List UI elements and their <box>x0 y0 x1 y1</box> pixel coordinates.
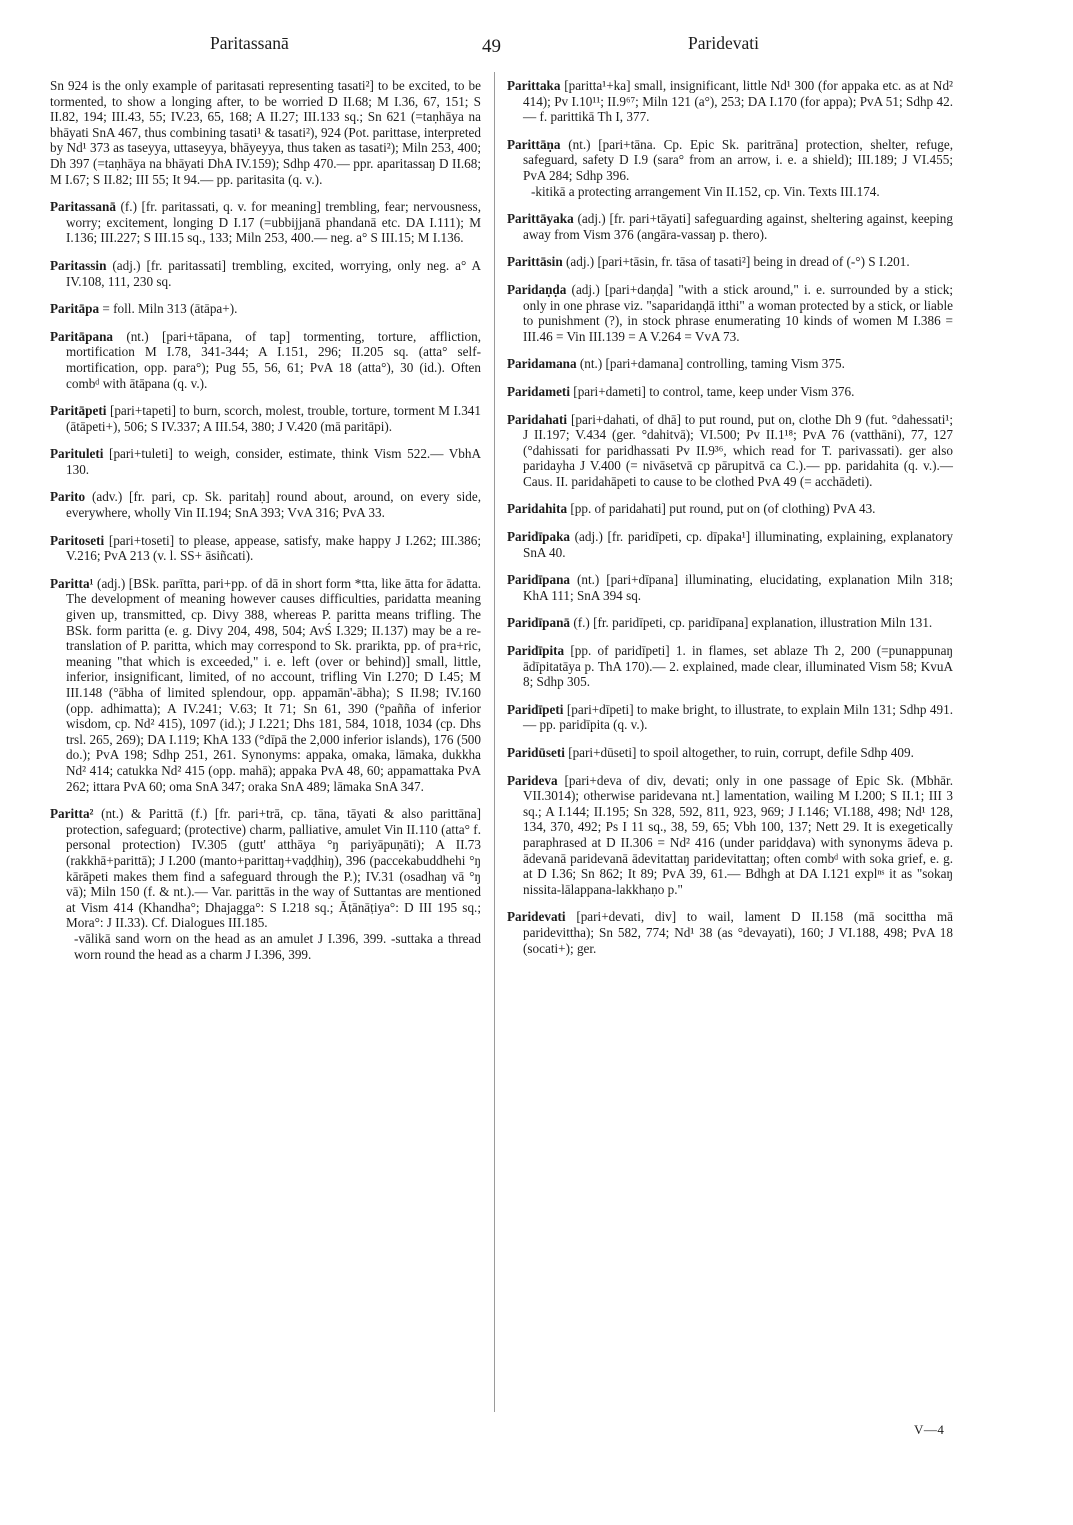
entry-headword: Paritassanā <box>50 199 116 215</box>
dictionary-entry <box>507 501 953 517</box>
entry-headword: Paritta¹ <box>50 575 94 591</box>
entry-headword: Paritassin <box>50 257 107 273</box>
dictionary-entry <box>507 211 953 242</box>
entry-headword: Paridamana <box>507 356 577 372</box>
entry-headword: Paridīpanā <box>507 615 571 631</box>
entry-definition: [pari+tuleti] to weigh, consider, estimate, think Vism 522.— VbhA 130. <box>66 446 481 477</box>
entry-definition: (nt.) [pari+dīpana] illuminating, elucidating, explanation Miln 318; KhA 111; SnA 394 sq. <box>523 572 953 603</box>
entry-headword: Paridahita <box>507 501 568 517</box>
entry-definition: Sn 924 is the only example of paritasati representing tasati²] to be excited, to be tormented, to show a longing after, to be worried D II.68; M I.36, 67, 151; S II.82, 194; III.43, 55; IV.23, 65, 168; A II.27; III.133 sq.; Sn 621 (=taṇhāya na bhāyati SnA 467, thus combining tasati¹ & tasati²), 924 (Pot. parittase, interpreted by Nd¹ 373 as taseyya, uttaseyya, bhāyeyya, thus taken as tasati²); Miln 253, 400; Dh 397 (=taṇhāya na bhāyati DhA IV.159); Sdhp 470.— ppr. aparitassaŋ D II.68; M I.67; S II.82; III 55; It 94.— pp. paritasita (q. v.). <box>50 78 481 187</box>
dictionary-entry <box>50 329 481 391</box>
dictionary-entry <box>50 301 481 317</box>
entry-headword: Parittāyaka <box>507 211 574 227</box>
dictionary-entry <box>50 533 481 564</box>
left-column <box>50 78 481 974</box>
entry-headword: Paridīpaka <box>507 529 571 545</box>
dictionary-entry <box>507 137 953 199</box>
entry-definition: (nt.) [pari+damana] controlling, taming Vism 375. <box>576 356 845 372</box>
entry-definition: (adj.) [pari+tāsin, fr. tāsa of tasati²] being in dread of (-°) S I.201. <box>562 254 910 270</box>
entry-definition: [pari+dūseti] to spoil altogether, to ruin, corrupt, defile Sdhp 409. <box>564 745 914 760</box>
entry-definition: [pari+dīpeti] to make bright, to illustrate, to explain Miln 131; Sdhp 491.— pp. paridīpita (q. v.). <box>523 701 953 733</box>
entry-headword: Paridīpana <box>507 572 571 588</box>
entry-headword: Paridahati <box>507 411 568 427</box>
entry-continuation <box>50 78 481 187</box>
entry-headword: Parittāsin <box>507 254 563 270</box>
dictionary-entry <box>507 529 953 560</box>
entry-definition: (adj.) [fr. pari+tāyati] safeguarding against, sheltering against, keeping away from Vism 376 (angāra-vassaŋ p. thero). <box>523 211 953 242</box>
entry-headword: Paridīpeti <box>507 701 564 717</box>
entry-definition: (adj.) [pari+daṇḍa] "with a stick around," i. e. surrounded by a stick; only in one phrase viz. "saparidaṇḍā itthi" a woman protected by a stick, or liable to punishment (?), in stock phrase enumerating 10 kinds of women M I.386 = III.46 = Vin III.139 = A V.264 = VvA 73. <box>523 281 953 344</box>
entry-compounds: -vālikā sand worn on the head as an amulet J I.396, 399. -suttaka a thread worn round the head as a charm J I.396, 399. <box>74 930 481 962</box>
entry-definition: [paritta¹+ka] small, insignificant, little Nd¹ 300 (for appaka etc. as at Nd² 414); Pv I.10¹¹; II.9⁶⁷; Miln 121 (a°), 253; DA I.170 (for appa); PvA 51; Sdhp 42.— f. parittikā Th I, 377. <box>523 78 953 125</box>
dictionary-entry <box>507 773 953 898</box>
dictionary-entry <box>50 403 481 434</box>
entry-headword: Paritoseti <box>50 532 105 548</box>
entry-definition: [pari+dahati, of dhā] to put round, put on, clothe Dh 9 (fut. °dahessati¹; J II.197; V.434 (ger. °dahitvā); VI.500; Pv II.1¹⁸; PvA 76 (vatthāni), 77, 127 (°dahissati for paridhassati Pv II.9³⁶, which read for T. parivassati). ger also paridayha J V.400 (= nivāsetvā cp pārupitvā ca C.).— pp. paridahita (q. v.).— Caus. II. paridahāpeti to cause to be clothed PvA 49 (= acchādeti). <box>523 411 953 489</box>
entry-definition: [pari+toseti] to please, appease, satisfy, make happy J I.262; III.386; V.216; PvA 213 (v. l. SS+ āsiñcati). <box>66 532 481 564</box>
entry-definition: (adv.) [fr. pari, cp. Sk. paritaḥ] round about, around, on every side, everywhere, wholly Vin II.194; SnA 393; VvA 316; PvA 33. <box>66 489 481 521</box>
entry-headword: Paritāpeti <box>50 403 107 419</box>
entry-definition: [pari+dameti] to control, tame, keep under Vism 376. <box>570 383 855 399</box>
dictionary-entry <box>507 254 953 270</box>
dictionary-entry <box>507 745 953 761</box>
entry-headword: Paritāpa <box>50 301 100 317</box>
dictionary-entry <box>507 356 953 372</box>
entry-definition: [pari+tapeti] to burn, scorch, molest, trouble, torture, torment M I.341 (ātāpeti+), 506; S IV.337; A III.54, 380; J V.420 (mā paritāpi). <box>66 403 481 434</box>
entry-definition: (adj.) [fr. paritassati] trembling, excited, worrying, only neg. a° A IV.108, 111, 230 sq. <box>66 257 481 289</box>
entry-definition: (f.) [fr. paridīpeti, cp. paridīpana] explanation, illustration Miln 131. <box>570 615 933 631</box>
dictionary-entry <box>50 199 481 246</box>
dictionary-entry <box>507 615 953 631</box>
entry-definition: [pari+deva of div, devati; only in one passage of Epic Sk. (Mbhār. VII.3014); otherwise paridevana nt.] lamentation, wailing M I.200; S II.1; III 3 sq.; A I.144; II.195; Sn 328, 592, 811, 923, 969; J I.146; VI.188, 498; Nd¹ 128, 134, 370, 492; Ps I 11 sq., 38, 59, 65; Vbh 100, 137; Nett 29. It is exegetically paraphrased at D II.306 = Nd² 416 (under paridḍava) with synonyms ādeva p. ādevanā paridevanā ādevitattaŋ paridevitattaŋ; often combᵈ with soka grief, e. g. at D I.36; Sn 862; It 89; PvA 39, 61.— Bdhgh at DA I.121 explⁿˢ it as "sokaŋ nissita-lālappana-lakkhaṇo p." <box>523 772 953 897</box>
dictionary-entry <box>507 78 953 125</box>
entry-definition: (adj.) [BSk. parītta, pari+pp. of dā in short form *tta, like ātta for ādatta. The development of meaning however causes difficulties, paridatta meaning given up, transmitted, cp. Divy 388, whereas P. paritta means trifling. The BSk. form paritta (e. g. Divy 204, 498, 504; AvŚ I.329; II.137) may be a re-translation of P. paritta, which may correspond to Sk. prarikta, pp. of pra+ric, meaning "that which is exceeded," i. e. left (over or behind)] small, little, inferior, insignificant, limited, of no account, trifling Vin I.270; D I.45; M III.148 (°ābha of limited splendour, opp. appamān'-ābha); S II.98; IV.160 (opp. adhimatta); A IV.241; V.63; It 71; Sn 61, 390 (°pañña of inferior wisdom, cp. Nd² 415), 1097 (id.); J I.221; Dhs 181, 584, 1018, 1034 (cp. Dhs trsl. 265, 269); DA I.119; KhA 133 (°dīpā the 2,000 inferior islands), 176 (500 do.); PvA 198; Sdhp 251, 261. Synonyms: appaka, omaka, lāmaka, dukkha Nd² 414; catukka Nd² 415 (opp. mahā); appaka PvA 48, 60; appamattaka PvA 262; ittara PvA 60; oma SnA 347; oraka SnA 489; lāmaka SnA 347. <box>66 575 481 794</box>
entry-headword: Paritta² <box>50 806 94 822</box>
dictionary-entry <box>50 258 481 289</box>
dictionary-entry <box>507 412 953 490</box>
signature-mark: V—4 <box>914 1422 945 1437</box>
entry-definition: (nt.) [pari+tāna. Cp. Epic Sk. paritrāna] protection, shelter, refuge, safeguard, safety D I.9 (sara° from an arrow, i. e. a shield); III.189; J VI.455; PvA 284; Sdhp 396. <box>523 136 953 183</box>
entry-definition: (f.) [fr. paritassati, q. v. for meaning] trembling, fear; nervousness, worry; excitement, longing D I.17 (=ubbijjanā phandanā etc. DA I.111); M I.136; III.227; S III.15 sq., 133; Miln 253, 400.— neg. a° S III.15; M I.136. <box>66 199 481 246</box>
entry-headword: Parituleti <box>50 446 104 462</box>
entry-headword: Paridīpita <box>507 643 565 659</box>
column-divider <box>494 72 495 1412</box>
entry-headword: Paridūseti <box>507 745 565 760</box>
dictionary-entry <box>507 643 953 690</box>
page-number: 49 <box>482 36 501 57</box>
entry-headword: Parittāṇa <box>507 136 561 152</box>
dictionary-entry <box>507 282 953 344</box>
dictionary-entry <box>50 489 481 520</box>
entry-definition: = foll. Miln 313 (ātāpa+). <box>99 301 238 317</box>
entry-headword: Paritāpana <box>50 328 114 344</box>
right-column <box>507 78 953 968</box>
dictionary-entry <box>50 446 481 477</box>
entry-headword: Paridevati <box>507 909 566 925</box>
entry-headword: Parito <box>50 489 86 505</box>
entry-definition: [pp. of paridīpeti] 1. in flames, set ablaze Th 2, 200 (=punappunaŋ ādīpitatāya p. ThA 170).— 2. explained, made clear, illuminated Vism 58; KvuA 8; Sdhp 305. <box>523 643 953 690</box>
entry-compounds: -kitikā a protecting arrangement Vin II.152, cp. Vin. Texts III.174. <box>531 183 880 199</box>
running-head-right: Paridevati <box>688 33 759 53</box>
entry-headword: Parittaka <box>507 78 561 93</box>
entry-definition: [pari+devati, div] to wail, lament D II.158 (mā socittha mā paridevittha); Sn 582, 774; Nd¹ 38 (as °devayati), 160; J VI.188, 498; PvA 18 (socati+); ger. <box>523 909 953 956</box>
dictionary-entry <box>50 806 481 962</box>
entry-definition: [pp. of paridahati] put round, put on (of clothing) PvA 43. <box>567 501 876 517</box>
entry-headword: Paridameti <box>507 383 570 399</box>
dictionary-entry <box>507 572 953 603</box>
dictionary-entry <box>50 576 481 794</box>
entry-definition: (nt.) & Parittā (f.) [fr. pari+trā, cp. tāna, tāyati & also parittāna] protection, safeguard; (protective) charm, palliative, amulet Vin II.110 (atta° f. personal protection) IV.305 (gutt' atthāya °ŋ pariyāpuṇāti); A II.73 (rakkhā+parittā); J I.200 (manto+parittaŋ+vaḍḍhiŋ), 396 (paccekabuddhehi °ŋ kārāpeti makes them find a safeguard through the P.); IV.31 (osadhaŋ vā °ŋ vā); Miln 150 (f. & nt.).— Var. parittās in the way of Suttantas are mentioned at Vism 414 (Khandha°; Dhajagga°: S I.218 sq.; Āṭānāṭiya°: D III 195 sq.; Mora°: J II.33). Cf. Dialogues III.185. <box>66 806 481 931</box>
entry-definition: (nt.) [pari+tāpana, of tap] tormenting, torture, affliction, mortification M I.78, 341-344; A I.151, 296; II.205 sq. (atta° self-mortification, opp. para°); Pug 55, 56, 61; PvA 18 (atta°), 30 (id.). Often combᵈ with ātāpana (q. v.). <box>66 328 481 391</box>
entry-headword: Parideva <box>507 772 558 788</box>
dictionary-entry <box>507 909 953 956</box>
entry-definition: (adj.) [fr. paridīpeti, cp. dīpaka¹] illuminating, explaining, explanatory SnA 40. <box>523 529 953 560</box>
dictionary-entry <box>507 702 953 733</box>
dictionary-entry <box>507 384 953 400</box>
entry-headword: Paridaṇḍa <box>507 281 567 297</box>
running-head-left: Paritassanā <box>210 33 289 53</box>
